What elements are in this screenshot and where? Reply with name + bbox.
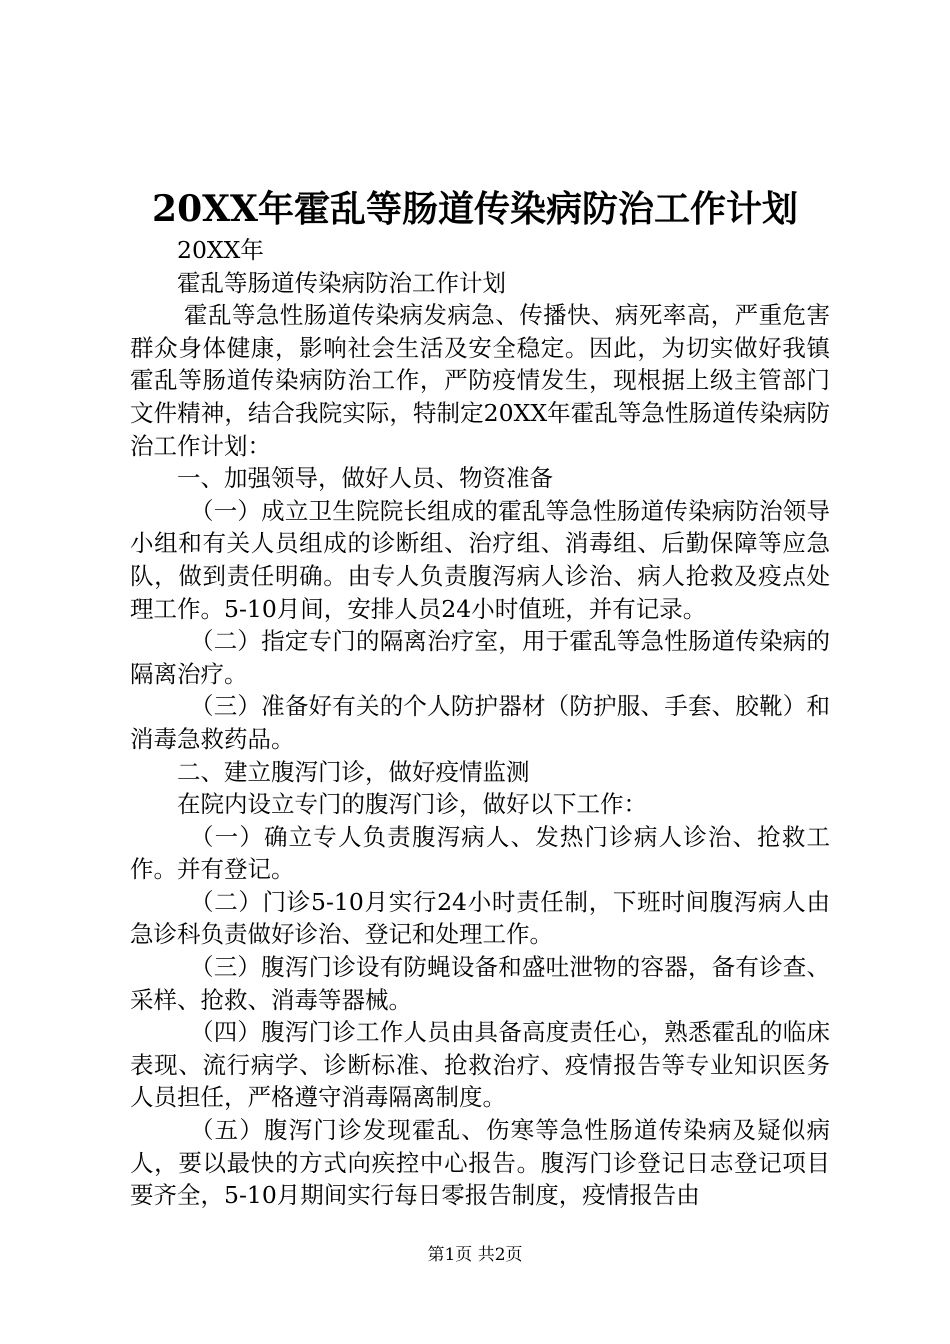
paragraph-2-1: （一）确立专人负责腹泻病人、发热门诊病人诊治、抢救工作。并有登记。 <box>130 822 830 884</box>
paragraph-2-intro: 在院内设立专门的腹泻门诊，做好以下工作： <box>177 790 647 819</box>
paragraph-2-4: （四）腹泻门诊工作人员由具备高度责任心，熟悉霍乱的临床表现、流行病学、诊断标准、抢救治疗、疫情报告等专业知识医务人员担任，严格遵守消毒隔离制度。 <box>130 1018 830 1112</box>
page-number-footer: 第1页 共2页 <box>427 1245 523 1265</box>
paragraph-2-5: （五）腹泻门诊发现霍乱、伤寒等急性肠道传染病及疑似病人，要以最快的方式向疾控中心报告。腹泻门诊登记日志登记项目要齐全，5-10月期间实行每日零报告制度，疫情报告由 <box>130 1116 830 1210</box>
paragraph-2-3: （三）腹泻门诊设有防蝇设备和盛吐泄物的容器，备有诊查、采样、抢救、消毒等器械。 <box>130 953 830 1014</box>
document-title: 20XX年霍乱等肠道传染病防治工作计划 <box>152 188 798 230</box>
paragraph-year: 20XX年 <box>177 236 264 264</box>
paragraph-2-2: （二）门诊5-10月实行24小时责任制，下班时间腹泻病人由急诊科负责做好诊治、登记和处理工作。 <box>130 887 830 949</box>
paragraph-1-1: （一）成立卫生院院长组成的霍乱等急性肠道传染病防治领导小组和有关人员组成的诊断组、治疗组、消毒组、后勤保障等应急队，做到责任明确。由专人负责腹泻病人诊治、病人抢救及疫点处理工作。5-10月间，安排人员24小时值班，并有记录。 <box>130 496 830 623</box>
paragraph-intro: 霍乱等急性肠道传染病发病急、传播快、病死率高，严重危害群众身体健康，影响社会生活及安全稳定。因此，为切实做好我镇霍乱等肠道传染病防治工作，严防疫情发生，现根据上级主管部门文件精神，结合我院实际，特制定20XX年霍乱等急性肠道传染病防治工作计划： <box>130 301 830 460</box>
section-heading-1: 一、加强领导，做好人员、物资准备 <box>177 464 553 493</box>
document-body <box>130 234 830 1212</box>
section-heading-2: 二、建立腹泻门诊，做好疫情监测 <box>177 757 530 786</box>
paragraph-1-3: （三）准备好有关的个人防护器材（防护服、手套、胶靴）和消毒急救药品。 <box>130 692 830 753</box>
paragraph-1-2: （二）指定专门的隔离治疗室，用于霍乱等急性肠道传染病的隔离治疗。 <box>130 627 830 688</box>
paragraph-subtitle: 霍乱等肠道传染病防治工作计划 <box>177 268 506 297</box>
